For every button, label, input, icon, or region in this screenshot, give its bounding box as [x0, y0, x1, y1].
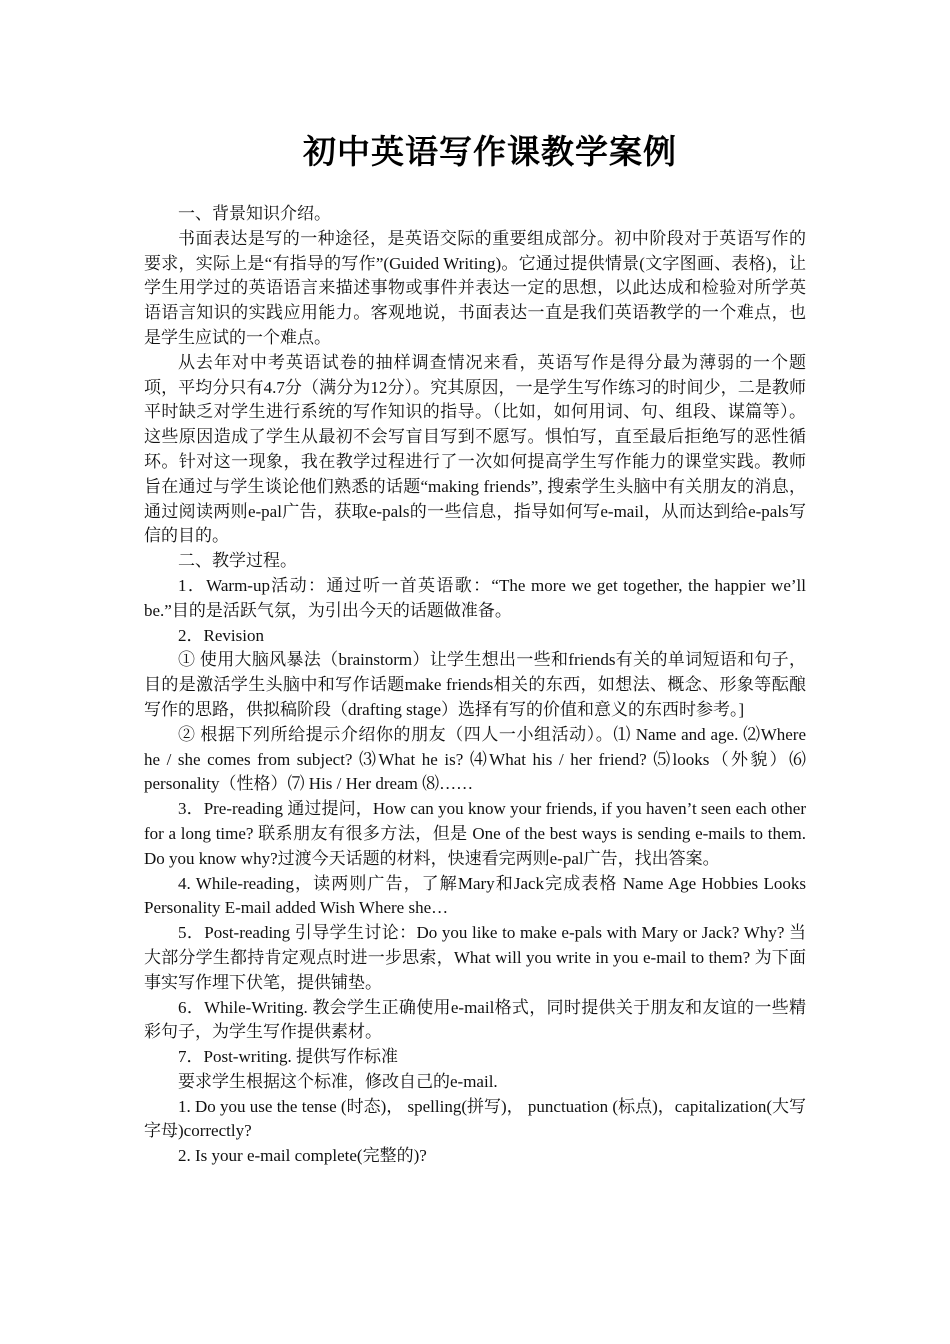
step-while-reading: 4. While-reading，读两则广告，了解Mary和Jack完成表格 Name Age Hobbies Looks Personality E-mail added Wish Where she…	[144, 873, 806, 918]
step-while-writing: 6．While-Writing. 教会学生正确使用e-mail格式，同时提供关于朋友和友谊的一些精彩句子，为学生写作提供素材。	[144, 997, 806, 1042]
step-warm-up: 1．Warm-up活动：通过听一首英语歌：“The more we get together, the happier we’ll be.”目的是活跃气氛，为引出今天的话题做准备。	[144, 575, 806, 620]
revision-item-1: ① 使用大脑风暴法（brainstorm）让学生想出一些和friends有关的单词短语和句子，目的是激活学生头脑中和写作话题make friends相关的东西，如想法、概念、形象等酝酿写作的思路，供拟稿阶段（drafting stage）选择有写的价值和意义的东西时参考。]	[144, 650, 806, 719]
section-heading-background: 一、背景知识介绍。	[178, 204, 331, 223]
criteria-item-2: 2. Is your e-mail complete(完整的)?	[178, 1146, 427, 1166]
document-title: 初中英语写作课教学案例	[303, 132, 677, 171]
criteria-item-1: 1. Do you use the tense (时态)， spelling(拼写)， punctuation (标点)，capitalization(大写字母)correctly?	[144, 1096, 806, 1141]
step-pre-reading: 3．Pre-reading 通过提问，How can you know your friends, if you haven’t seen each other for a long time? 联系朋友有很多方法，但是 One of the best ways is sending e-mails to them. Do you know why?过渡今天话题的材料，快速看完两则e-pal广告，找出答案。	[144, 799, 806, 868]
paragraph: 书面表达是写的一种途径，是英语交际的重要组成部分。初中阶段对于英语写作的要求，实际上是“有指导的写作”(Guided Writing)。它通过提供情景(文字图画、表格)，让学生用学过的英语语言来描述事物或事件并表达一定的思想，以此达成和检验对所学英语语言知识的实践应用能力。客观地说，书面表达一直是我们英语教学的一个难点，也是学生应试的一个难点。	[144, 228, 806, 347]
section-heading-process: 二、教学过程。	[178, 551, 297, 571]
document-body	[144, 202, 806, 1169]
revision-item-2: ② 根据下列所给提示介绍你的朋友（四人一小组活动）。⑴ Name and age. ⑵Where he / she comes from subject? ⑶What he is? ⑷What his / her friend? ⑸looks（外貌）⑹ personality（性格）⑺ His / Her dream ⑻……	[144, 724, 806, 794]
paragraph: 要求学生根据这个标准，修改自己的e-mail.	[178, 1071, 498, 1091]
paragraph: 从去年对中考英语试卷的抽样调查情况来看，英语写作是得分最为薄弱的一个题项，平均分只有4.7分（满分为12分）。究其原因，一是学生写作练习的时间少，二是教师平时缺乏对学生进行系统的写作知识的指导。（比如，如何用词、句、组段、谋篇等）。这些原因造成了学生从最初不会写盲目写到不愿写。惧怕写，直至最后拒绝写的恶性循环。针对这一现象，我在教学过程进行了一次如何提高学生写作能力的课堂实践。教师旨在通过与学生谈论他们熟悉的话题“making friends”, 搜索学生头脑中有关朋友的消息，通过阅读两则e-pal广告，获取e-pals的一些信息，指导如何写e-mail，从而达到给e-pals写信的目的。	[144, 352, 806, 546]
step-post-reading: 5．Post-reading 引导学生讨论：Do you like to make e-pals with Mary or Jack? Why? 当大部分学生都持肯定观点时进一步思索，What will you write in you e-mail to them? 为下面事实写作埋下伏笔，提供铺垫。	[144, 923, 806, 992]
step-post-writing: 7．Post-writing. 提供写作标准	[178, 1047, 399, 1067]
step-revision: 2．Revision	[178, 625, 264, 645]
